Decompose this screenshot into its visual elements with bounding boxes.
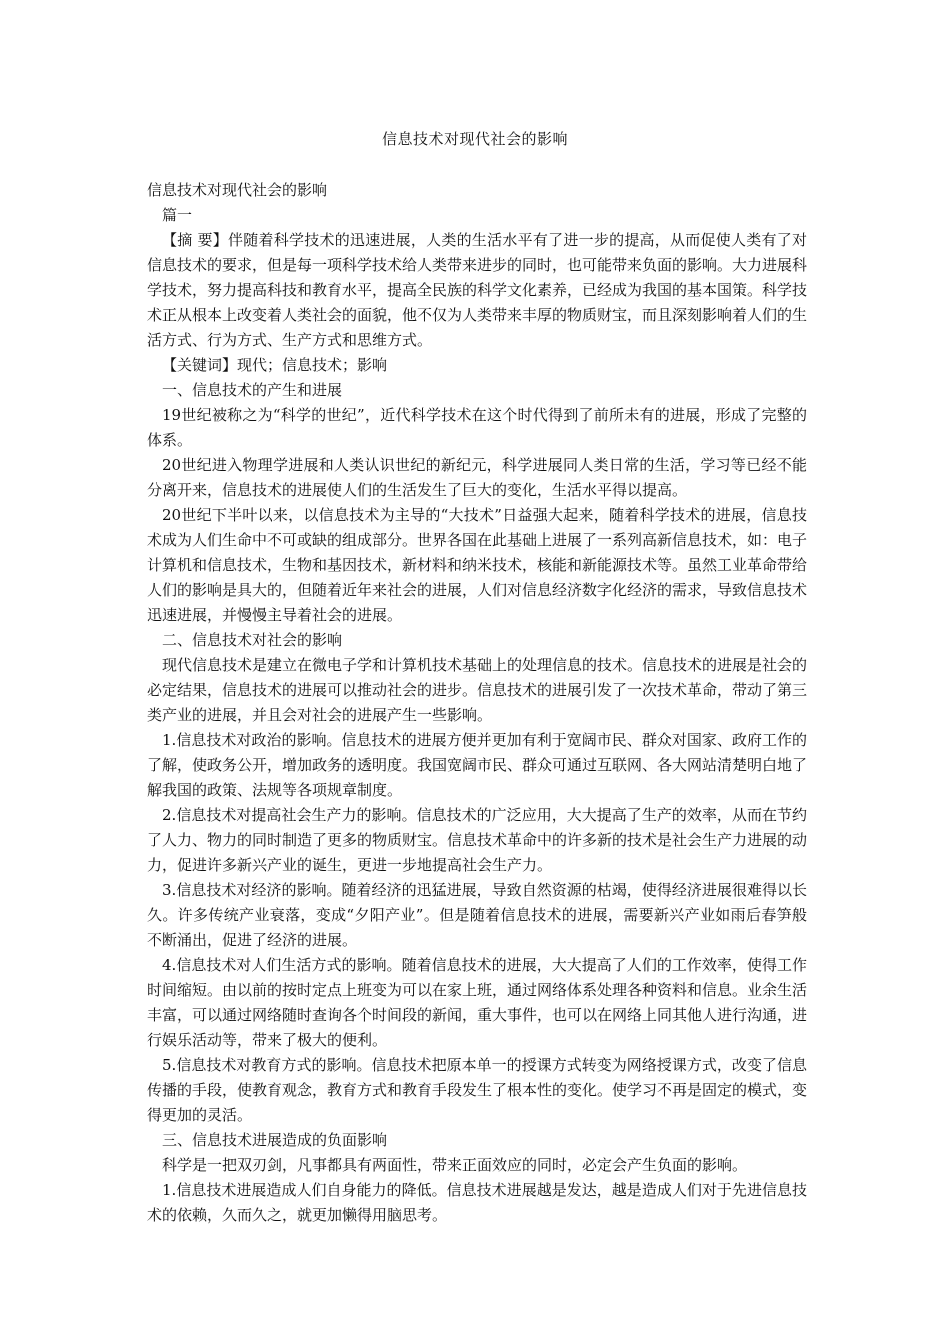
subtitle: 信息技术对现代社会的影响 xyxy=(147,181,328,199)
body-paragraph: 1.信息技术进展造成人们自身能力的降低。信息技术进展越是发达，越是造成人们对于先进信息技术的依赖，久而久之，就更加懒得用脑思考。 xyxy=(147,1181,807,1224)
document-title: 信息技术对现代社会的影响 xyxy=(381,130,568,148)
body-paragraph: 现代信息技术是建立在微电子学和计算机技术基础上的处理信息的技术。信息技术的进展是社会的必定结果，信息技术的进展可以推动社会的进步。信息技术的进展引发了一次技术革命，带动了第三类产业的进展，并且会对社会的进展产生一些影响。 xyxy=(147,656,808,724)
body-paragraph: 5.信息技术对教育方式的影响。信息技术把原本单一的授课方式转变为网络授课方式，改变了信息传播的手段，使教育观念，教育方式和教育手段发生了根本性的变化。使学习不再是固定的模式，变得更加的灵活。 xyxy=(147,1056,808,1124)
body-paragraph: 1.信息技术对政治的影响。信息技术的进展方便并更加有利于宽阔市民、群众对国家、政府工作的了解，使政务公开，增加政务的透明度。我国宽阔市民、群众可通过互联网、各大网站清楚明白地了解我国的政策、法规等各项规章制度。 xyxy=(147,731,808,799)
section-heading: 二、信息技术对社会的影响 xyxy=(162,631,343,649)
section-label: 篇一 xyxy=(162,206,193,224)
document-body xyxy=(147,178,807,1228)
body-paragraph: 20世纪进入物理学进展和人类认识世纪的新纪元，科学进展同人类日常的生活，学习等已经不能分离开来，信息技术的进展使人们的生活发生了巨大的变化，生活水平得以提高。 xyxy=(147,456,807,499)
abstract-paragraph: 【摘 要】伴随着科学技术的迅速进展，人类的生活水平有了进一步的提高，从而促使人类有了对信息技术的要求，但是每一项科学技术给人类带来进步的同时，也可能带来负面的影响。大力进展科学技术，努力提高科技和教育水平，提高全民族的科学文化素养，已经成为我国的基本国策。科学技术正从根本上改变着人类社会的面貌，他不仅为人类带来丰厚的物质财宝，而且深刻影响着人们的生活方式、行为方式、生产方式和思维方式。 xyxy=(147,231,808,349)
body-paragraph: 科学是一把双刃剑，凡事都具有两面性，带来正面效应的同时，必定会产生负面的影响。 xyxy=(162,1156,748,1174)
section-heading: 一、信息技术的产生和进展 xyxy=(162,381,343,399)
body-paragraph: 20世纪下半叶以来，以信息技术为主导的“大技术”日益强大起来，随着科学技术的进展，信息技术成为人们生命中不可或缺的组成部分。世界各国在此基础上进展了一系列高新信息技术，如：电子计算机和信息技术，生物和基因技术，新材料和纳米技术，核能和新能源技术等。虽然工业革命带给人们的影响是具大的，但随着近年来社会的进展，人们对信息经济数字化经济的需求，导致信息技术迅速进展，并慢慢主导着社会的进展。 xyxy=(147,506,808,624)
keywords-paragraph: 【关键词】现代；信息技术；影响 xyxy=(162,356,388,374)
body-paragraph: 4.信息技术对人们生活方式的影响。随着信息技术的进展，大大提高了人们的工作效率，使得工作时间缩短。由以前的按时定点上班变为可以在家上班，通过网络体系处理各种资料和信息。业余生活丰富，可以通过网络随时查询各个时间段的新闻，重大事件，也可以在网络上同其他人进行沟通，进行娱乐活动等，带来了极大的便利。 xyxy=(147,956,808,1049)
body-paragraph: 19世纪被称之为“科学的世纪”，近代科学技术在这个时代得到了前所未有的进展，形成了完整的体系。 xyxy=(147,406,807,449)
body-paragraph: 3.信息技术对经济的影响。随着经济的迅猛进展，导致自然资源的枯竭，使得经济进展很难得以长久。许多传统产业衰落，变成“夕阳产业”。但是随着信息技术的进展，需要新兴产业如雨后春笋般不断涌出，促进了经济的进展。 xyxy=(147,881,807,949)
section-heading: 三、信息技术进展造成的负面影响 xyxy=(162,1131,388,1149)
body-paragraph: 2.信息技术对提高社会生产力的影响。信息技术的广泛应用，大大提高了生产的效率，从而在节约了人力、物力的同时制造了更多的物质财宝。信息技术革命中的许多新的技术是社会生产力进展的动力，促进许多新兴产业的诞生，更进一步地提高社会生产力。 xyxy=(147,806,808,874)
